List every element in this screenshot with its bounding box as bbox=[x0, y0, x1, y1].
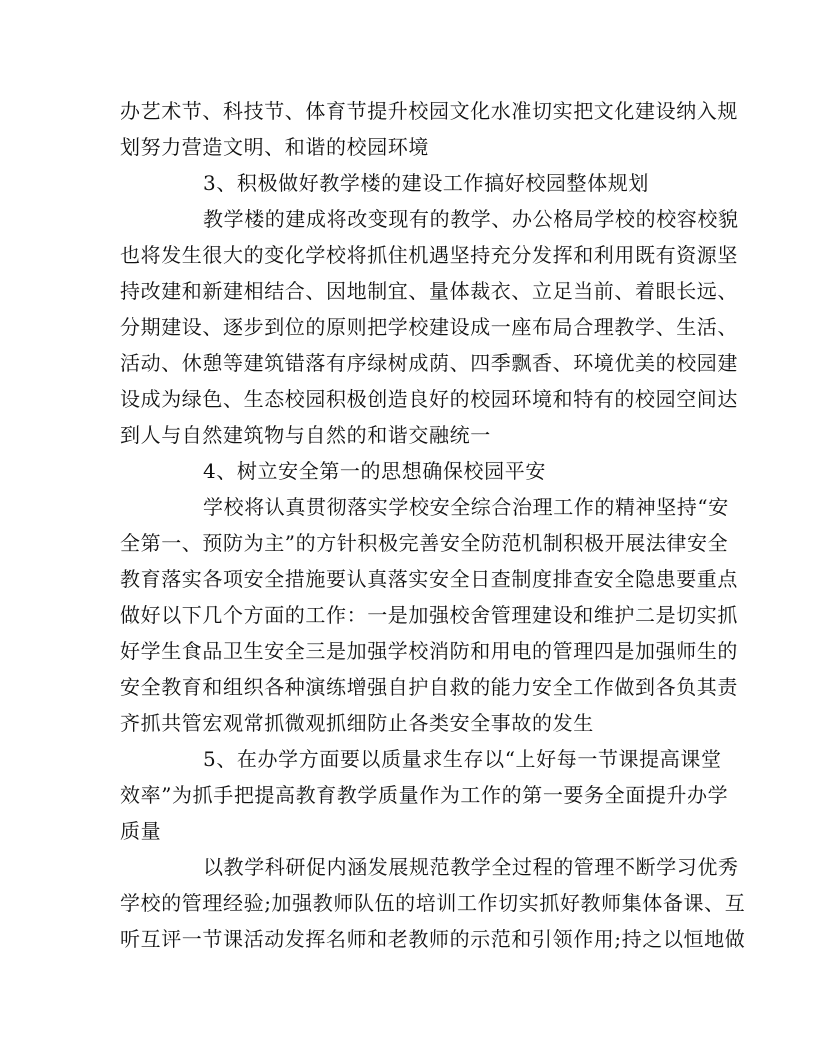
text-line: 做好以下几个方面的工作：一是加强校舍管理建设和维护二是切实抓 bbox=[120, 603, 738, 627]
text-line: 学校将认真贯彻落实学校安全综合治理工作的精神坚持“安 bbox=[203, 495, 729, 519]
text-line: 质量 bbox=[120, 819, 162, 843]
text-line: 齐抓共管宏观常抓微观抓细防止各类安全事故的发生 bbox=[120, 711, 594, 735]
text-line: 活动、休憩等建筑错落有序绿树成荫、四季飘香、环境优美的校园建 bbox=[120, 351, 738, 375]
text-line: 到人与自然建筑物与自然的和谐交融统一 bbox=[120, 423, 491, 447]
text-line: 设成为绿色、生态校园积极创造良好的校园环境和特有的校园空间达 bbox=[120, 387, 738, 411]
text-line: 教学楼的建成将改变现有的教学、办公格局学校的校容校貌 bbox=[203, 207, 739, 231]
section-heading: 3、积极做好教学楼的建设工作搞好校园整体规划 bbox=[203, 171, 649, 195]
text-line: 教育落实各项安全措施要认真落实安全日查制度排查安全隐患要重点 bbox=[120, 567, 738, 591]
text-line: 也将发生很大的变化学校将抓住机遇坚持充分发挥和利用既有资源坚 bbox=[120, 243, 738, 267]
text-line: 效率”为抓手把提高教育教学质量作为工作的第一要务全面提升办学 bbox=[120, 783, 729, 807]
section-heading: 4、树立安全第一的思想确保校园平安 bbox=[203, 459, 546, 483]
text-line: 分期建设、逐步到位的原则把学校建设成一座布局合理教学、生活、 bbox=[120, 315, 738, 339]
text-line: 以教学科研促内涵发展规范教学全过程的管理不断学习优秀 bbox=[203, 855, 739, 879]
text-line: 全第一、预防为主”的方针积极完善安全防范机制积极开展法律安全 bbox=[120, 531, 729, 555]
text-line: 安全教育和组织各种演练增强自护自救的能力安全工作做到各负其责 bbox=[120, 675, 738, 699]
section-heading: 5、在办学方面要以质量求生存以“上好每一节课提高课堂 bbox=[203, 747, 722, 771]
text-line: 好学生食品卫生安全三是加强学校消防和用电的管理四是加强师生的 bbox=[120, 639, 738, 663]
text-line: 划努力营造文明、和谐的校园环境 bbox=[120, 135, 429, 159]
text-line: 持改建和新建相结合、因地制宜、量体裁衣、立足当前、着眼长远、 bbox=[120, 279, 738, 303]
text-line: 学校的管理经验;加强教师队伍的培训工作切实抓好教师集体备课、互 bbox=[120, 891, 746, 915]
text-line: 听互评一节课活动发挥名师和老教师的示范和引领作用;持之以恒地做 bbox=[120, 927, 746, 951]
text-line: 办艺术节、科技节、体育节提升校园文化水准切实把文化建设纳入规 bbox=[120, 99, 738, 123]
